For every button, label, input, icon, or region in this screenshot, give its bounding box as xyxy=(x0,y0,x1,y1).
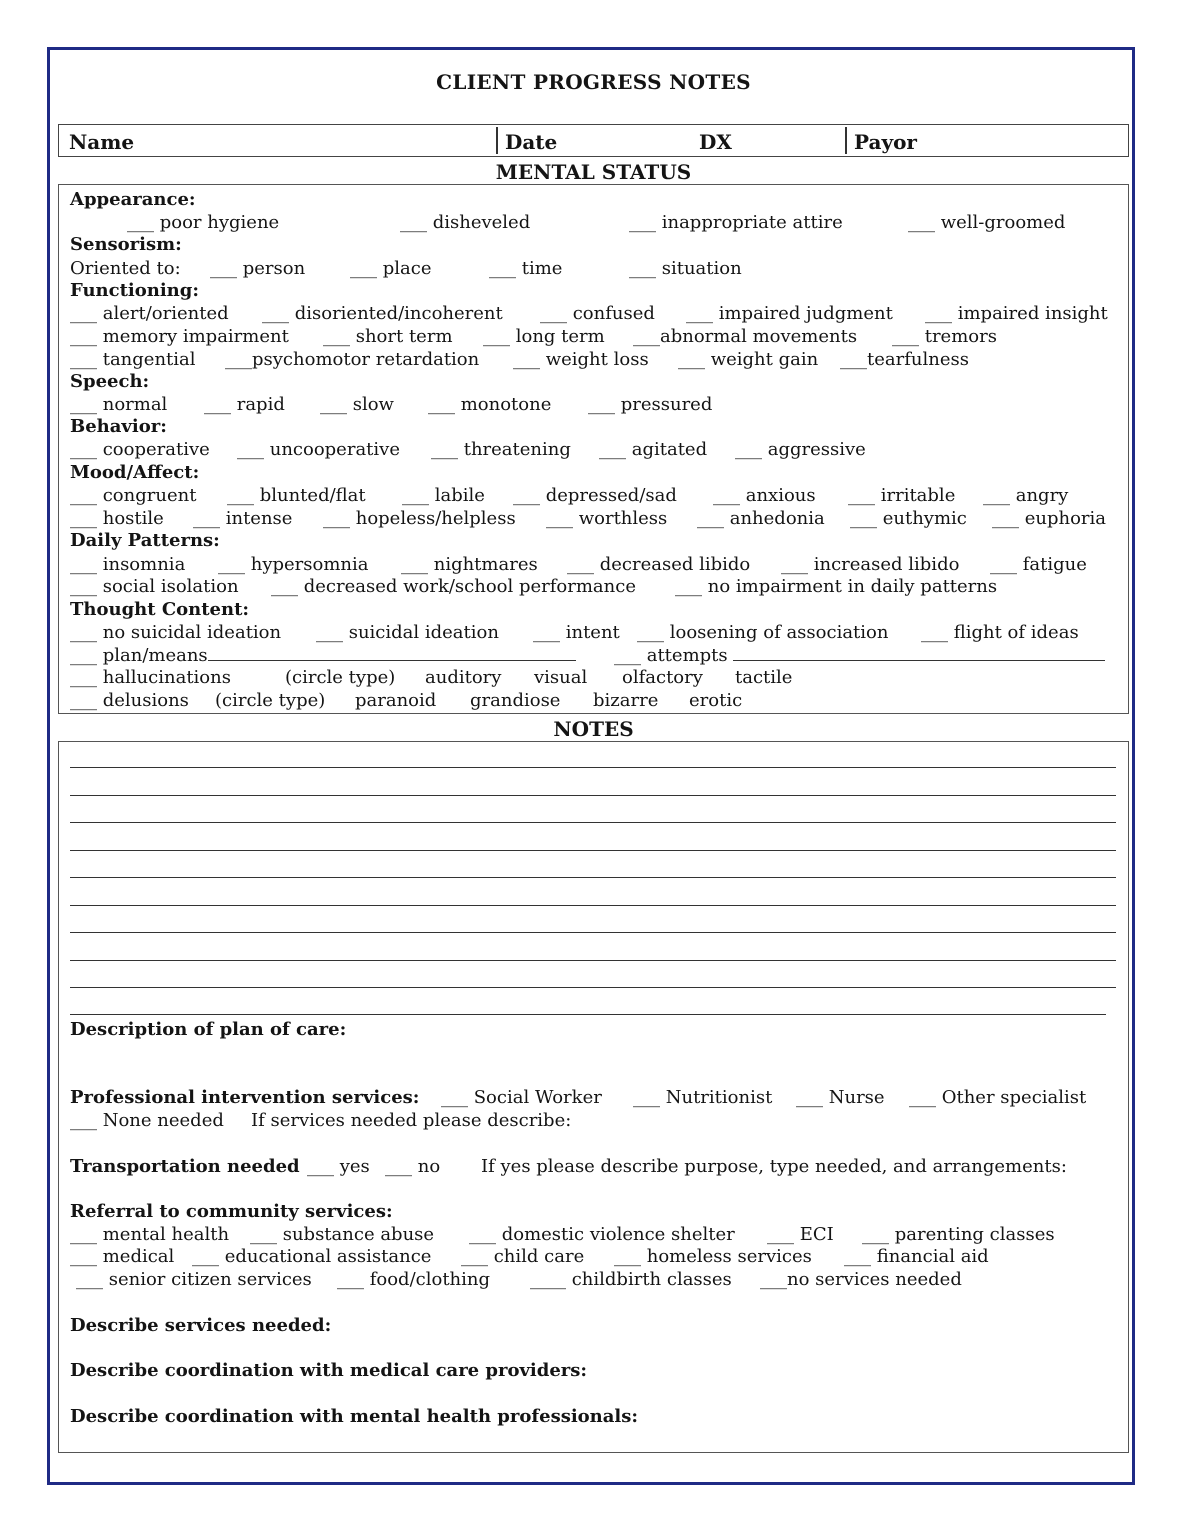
notes-line[interactable] xyxy=(70,795,1116,796)
speech-option[interactable]: ___ slow xyxy=(320,394,394,415)
notes-line[interactable] xyxy=(70,850,1116,851)
referral-option[interactable]: ____ childbirth classes xyxy=(530,1269,732,1290)
functioning-option[interactable]: ___psychomotor retardation xyxy=(225,349,480,370)
functioning-option[interactable]: ___ tangential xyxy=(70,349,196,370)
speech-option[interactable]: ___ pressured xyxy=(588,394,713,415)
referral-option[interactable]: ___ child care xyxy=(461,1246,585,1267)
none-needed-option[interactable]: ___ None needed xyxy=(70,1110,224,1131)
mental-status-title: MENTAL STATUS xyxy=(495,160,692,184)
mood-option[interactable]: ___ blunted/flat xyxy=(227,485,366,506)
professional-option[interactable]: ___ Social Worker xyxy=(441,1087,602,1108)
notes-line[interactable] xyxy=(70,822,1116,823)
notes-line[interactable] xyxy=(70,877,1116,878)
mood-option[interactable]: ___ anxious xyxy=(713,485,816,506)
daily-option[interactable]: ___ fatigue xyxy=(990,554,1087,575)
date-field-label[interactable]: Date xyxy=(505,130,558,154)
appearance-option[interactable]: ___ disheveled xyxy=(400,212,531,233)
appearance-option[interactable]: ___ well-groomed xyxy=(908,212,1066,233)
sensorism-label: Sensorism: xyxy=(70,234,182,255)
behavior-option[interactable]: ___ uncooperative xyxy=(237,439,400,460)
functioning-option[interactable]: ___ impaired judgment xyxy=(686,303,893,324)
payor-field-label[interactable]: Payor xyxy=(854,130,917,154)
notes-line[interactable] xyxy=(70,767,1116,768)
mood-option[interactable]: ___ euthymic xyxy=(850,508,967,529)
daily-option[interactable]: ___ nightmares xyxy=(401,554,538,575)
transport-no-option[interactable]: ___ no xyxy=(385,1156,441,1177)
daily-option[interactable]: ___ hypersomnia xyxy=(218,554,369,575)
hallucination-type[interactable]: visual xyxy=(534,667,588,688)
sensorism-option[interactable]: ___ situation xyxy=(629,258,742,279)
mood-option[interactable]: ___ intense xyxy=(193,508,293,529)
functioning-option[interactable]: ___ confused xyxy=(540,303,655,324)
functioning-option[interactable]: ___ memory impairment xyxy=(70,326,289,347)
speech-option[interactable]: ___ monotone xyxy=(428,394,552,415)
referral-option[interactable]: ___ educational assistance xyxy=(192,1246,432,1267)
functioning-option[interactable]: ___ short term xyxy=(323,326,453,347)
functioning-option[interactable]: ___ alert/oriented xyxy=(70,303,229,324)
plan-means-blank[interactable] xyxy=(208,646,576,661)
mood-option[interactable]: ___ congruent xyxy=(70,485,197,506)
daily-option[interactable]: ___ insomnia xyxy=(70,554,186,575)
behavior-option[interactable]: ___ agitated xyxy=(599,439,708,460)
sensorism-option[interactable]: ___ place xyxy=(350,258,432,279)
notes-line[interactable] xyxy=(70,932,1116,933)
mood-option[interactable]: ___ hopeless/helpless xyxy=(323,508,516,529)
notes-line[interactable] xyxy=(70,987,1116,988)
transport-yes-option[interactable]: ___ yes xyxy=(307,1156,370,1177)
thought-content-label: Thought Content: xyxy=(70,599,250,620)
referral-option[interactable]: ___ parenting classes xyxy=(862,1224,1055,1245)
coordination-mental-health-label: Describe coordination with mental health professionals: xyxy=(70,1406,639,1427)
functioning-option[interactable]: ___tearfulness xyxy=(840,349,969,370)
delusion-type[interactable]: bizarre xyxy=(593,690,659,711)
daily-option[interactable]: ___ decreased libido xyxy=(567,554,751,575)
speech-label: Speech: xyxy=(70,371,150,392)
services-needed-label: Describe services needed: xyxy=(70,1315,332,1336)
mood-option[interactable]: ___ euphoria xyxy=(992,508,1107,529)
referral-option[interactable]: ___ senior citizen services xyxy=(76,1269,312,1290)
circle-type-note: (circle type) xyxy=(215,690,326,711)
name-field-label[interactable]: Name xyxy=(69,130,135,154)
plan-of-care-label: Description of plan of care: xyxy=(70,1019,347,1040)
sensorism-option[interactable]: ___ time xyxy=(489,258,563,279)
header-row xyxy=(58,124,1129,157)
header-divider xyxy=(845,127,847,154)
sensorism-option[interactable]: ___ person xyxy=(210,258,306,279)
functioning-option[interactable]: ___ tremors xyxy=(892,326,997,347)
functioning-option[interactable]: ___ impaired insight xyxy=(925,303,1108,324)
functioning-option[interactable]: ___abnormal movements xyxy=(633,326,858,347)
mood-option[interactable]: ___ labile xyxy=(402,485,485,506)
mood-option[interactable]: ___ angry xyxy=(983,485,1069,506)
behavior-option[interactable]: ___ cooperative xyxy=(70,439,210,460)
behavior-option[interactable]: ___ aggressive xyxy=(735,439,866,460)
transportation-label: Transportation needed xyxy=(70,1156,300,1177)
professional-option[interactable]: ___ Nutritionist xyxy=(633,1087,773,1108)
services-describe-prompt: If services needed please describe: xyxy=(251,1110,572,1131)
referral-option[interactable]: ___ homeless services xyxy=(614,1246,812,1267)
referral-option[interactable]: ___no services needed xyxy=(760,1269,962,1290)
appearance-label: Appearance: xyxy=(70,189,196,210)
notes-line[interactable] xyxy=(70,1014,1106,1015)
delusions-option[interactable]: ___ delusions xyxy=(70,690,189,711)
delusion-type[interactable]: grandiose xyxy=(470,690,561,711)
hallucinations-option[interactable]: ___ hallucinations xyxy=(70,667,231,688)
daily-option[interactable]: ___ increased libido xyxy=(781,554,960,575)
hallucination-type[interactable]: tactile xyxy=(735,667,793,688)
daily-patterns-label: Daily Patterns: xyxy=(70,530,220,551)
plan-means-label: ___ plan/means xyxy=(70,645,208,666)
mood-option[interactable]: ___ anhedonia xyxy=(697,508,825,529)
transport-describe-prompt: If yes please describe purpose, type needed, and arrangements: xyxy=(481,1156,1067,1177)
professional-option[interactable]: ___ Nurse xyxy=(796,1087,885,1108)
referral-option[interactable]: ___ mental health xyxy=(70,1224,230,1245)
referral-option[interactable]: ___ food/clothing xyxy=(337,1269,491,1290)
functioning-option[interactable]: ___ weight loss xyxy=(513,349,649,370)
circle-type-note: (circle type) xyxy=(285,667,396,688)
professional-intervention-label: Professional intervention services: xyxy=(70,1087,420,1108)
mood-option[interactable]: ___ depressed/sad xyxy=(513,485,677,506)
coordination-medical-label: Describe coordination with medical care providers: xyxy=(70,1360,588,1381)
functioning-option[interactable]: ___ long term xyxy=(483,326,605,347)
notes-line[interactable] xyxy=(70,960,1116,961)
hallucination-type[interactable]: olfactory xyxy=(622,667,703,688)
daily-option[interactable]: ___ decreased work/school performance xyxy=(271,576,636,597)
referral-option[interactable]: ___ medical xyxy=(70,1246,175,1267)
thought-option[interactable]: ___ loosening of association xyxy=(637,622,889,643)
behavior-label: Behavior: xyxy=(70,416,167,437)
header-divider xyxy=(496,127,498,154)
mood-option[interactable]: ___ worthless xyxy=(546,508,668,529)
functioning-option[interactable]: ___ disoriented/incoherent xyxy=(262,303,503,324)
notes-title: NOTES xyxy=(553,717,634,741)
thought-option[interactable]: ___ flight of ideas xyxy=(921,622,1079,643)
delusion-type[interactable]: paranoid xyxy=(355,690,437,711)
attempts-option[interactable] xyxy=(614,646,1105,666)
appearance-option[interactable]: ___ inappropriate attire xyxy=(629,212,843,233)
dx-field-label[interactable]: DX xyxy=(699,130,732,154)
referral-label: Referral to community services: xyxy=(70,1201,393,1222)
daily-option[interactable]: ___ social isolation xyxy=(70,576,239,597)
appearance-option[interactable]: ___ poor hygiene xyxy=(127,212,280,233)
speech-option[interactable]: ___ normal xyxy=(70,394,168,415)
thought-option[interactable]: ___ intent xyxy=(533,622,620,643)
thought-option[interactable]: ___ no suicidal ideation xyxy=(70,622,282,643)
referral-option[interactable]: ___ substance abuse xyxy=(250,1224,435,1245)
speech-option[interactable]: ___ rapid xyxy=(204,394,285,415)
notes-line[interactable] xyxy=(70,905,1116,906)
attempts-blank[interactable] xyxy=(733,646,1105,661)
daily-option[interactable]: ___ no impairment in daily patterns xyxy=(675,576,998,597)
thought-option[interactable]: ___ suicidal ideation xyxy=(316,622,499,643)
delusion-type[interactable]: erotic xyxy=(689,690,743,711)
mood-option[interactable]: ___ hostile xyxy=(70,508,164,529)
oriented-to-label: Oriented to: xyxy=(70,258,181,279)
mood-option[interactable]: ___ irritable xyxy=(848,485,956,506)
referral-option[interactable]: ___ financial aid xyxy=(844,1246,989,1267)
behavior-option[interactable]: ___ threatening xyxy=(431,439,571,460)
form-title: CLIENT PROGRESS NOTES xyxy=(436,70,751,94)
professional-option[interactable]: ___ Other specialist xyxy=(909,1087,1087,1108)
attempts-label: ___ attempts xyxy=(614,645,728,666)
mood-affect-label: Mood/Affect: xyxy=(70,462,200,483)
functioning-option[interactable]: ___ weight gain xyxy=(678,349,819,370)
referral-option[interactable]: ___ domestic violence shelter xyxy=(469,1224,735,1245)
referral-option[interactable]: ___ ECI xyxy=(767,1224,834,1245)
functioning-label: Functioning: xyxy=(70,280,199,301)
plan-means-option[interactable] xyxy=(70,646,576,666)
hallucination-type[interactable]: auditory xyxy=(425,667,502,688)
